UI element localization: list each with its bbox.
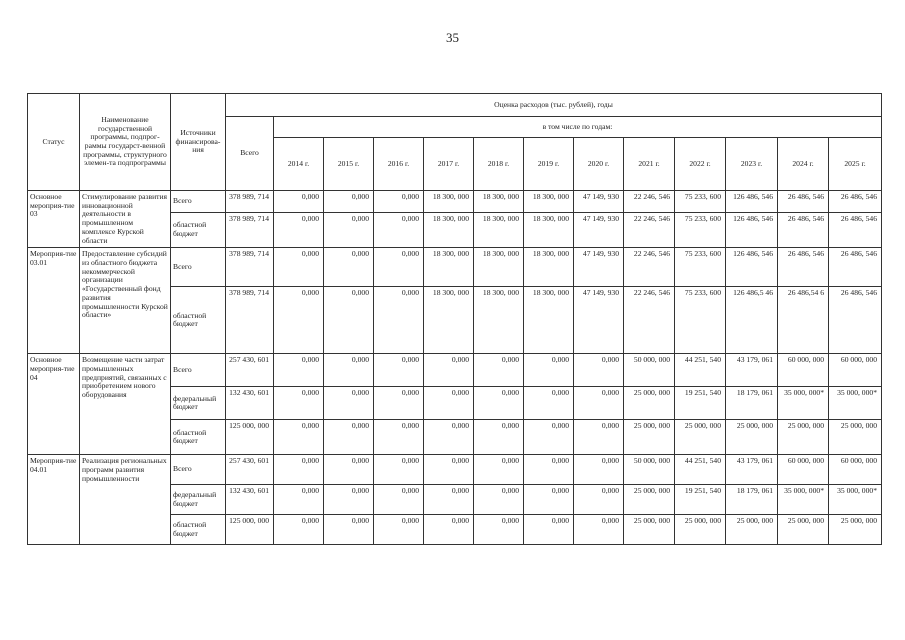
year-value-cell: 0,000	[274, 248, 324, 287]
year-value-cell: 75 233, 600	[675, 287, 726, 354]
year-value-cell: 19 251, 540	[675, 387, 726, 420]
status-cell: Основное мероприя-тие 04	[28, 354, 80, 455]
year-value-cell: 18 179, 061	[726, 387, 778, 420]
year-value-cell: 0,000	[474, 354, 524, 387]
year-value-cell: 26 486, 546	[778, 191, 829, 213]
year-value-cell: 0,000	[274, 515, 324, 545]
total-cell: 378 989, 714	[226, 191, 274, 213]
header-total: Всего	[226, 117, 274, 191]
year-value-cell: 0,000	[324, 212, 374, 248]
year-value-cell: 0,000	[324, 354, 374, 387]
year-value-cell: 0,000	[274, 485, 324, 515]
header-year: 2019 г.	[524, 138, 574, 191]
name-cell: Стимулирование развития инновационной деятельности в промышленном комплексе Курской области	[80, 191, 171, 248]
table-row	[28, 354, 882, 387]
year-value-cell: 0,000	[324, 515, 374, 545]
year-value-cell: 0,000	[324, 420, 374, 455]
year-value-cell: 25 000, 000	[624, 420, 675, 455]
year-value-cell: 0,000	[474, 455, 524, 485]
year-value-cell: 22 246, 546	[624, 248, 675, 287]
header-year: 2023 г.	[726, 138, 778, 191]
year-value-cell: 18 300, 000	[424, 191, 474, 213]
expenses-table	[27, 93, 882, 545]
year-value-cell: 0,000	[474, 485, 524, 515]
year-value-cell: 0,000	[374, 420, 424, 455]
year-value-cell: 25 000, 000	[675, 420, 726, 455]
name-cell: Реализация региональных программ развития промышленности	[80, 455, 171, 545]
year-value-cell: 47 149, 930	[574, 287, 624, 354]
year-value-cell: 0,000	[424, 387, 474, 420]
year-value-cell: 0,000	[524, 515, 574, 545]
year-value-cell: 75 233, 600	[675, 248, 726, 287]
year-value-cell: 18 300, 000	[474, 191, 524, 213]
header-year: 2020 г.	[574, 138, 624, 191]
year-value-cell: 75 233, 600	[675, 191, 726, 213]
year-value-cell: 0,000	[324, 248, 374, 287]
year-value-cell: 0,000	[374, 515, 424, 545]
year-value-cell: 35 000, 000*	[778, 485, 829, 515]
header-year: 2016 г.	[374, 138, 424, 191]
year-value-cell: 60 000, 000	[829, 455, 882, 485]
source-cell: областной бюджет	[171, 212, 226, 248]
year-value-cell: 75 233, 600	[675, 212, 726, 248]
year-value-cell: 0,000	[574, 485, 624, 515]
year-value-cell: 47 149, 930	[574, 191, 624, 213]
year-value-cell: 18 300, 000	[524, 287, 574, 354]
year-value-cell: 18 300, 000	[474, 287, 524, 354]
header-name: Наименование государственной программы, подпрог-раммы государст-венной программы, структурного элемен-та подпрограммы	[80, 94, 171, 191]
header-year: 2014 г.	[274, 138, 324, 191]
year-value-cell: 47 149, 930	[574, 248, 624, 287]
year-value-cell: 0,000	[324, 485, 374, 515]
year-value-cell: 26 486, 546	[829, 212, 882, 248]
status-cell: Основное мероприя-тие 03	[28, 191, 80, 248]
source-cell: Всего	[171, 455, 226, 485]
header-expenses: Оценка расходов (тыс. рублей), годы	[226, 94, 882, 117]
year-value-cell: 0,000	[574, 420, 624, 455]
year-value-cell: 0,000	[524, 420, 574, 455]
year-value-cell: 19 251, 540	[675, 485, 726, 515]
year-value-cell: 35 000, 000*	[829, 485, 882, 515]
total-cell: 378 989, 714	[226, 248, 274, 287]
year-value-cell: 0,000	[374, 354, 424, 387]
table-row	[28, 191, 882, 213]
year-value-cell: 0,000	[324, 191, 374, 213]
status-cell: Мероприя-тие 03.01	[28, 248, 80, 354]
year-value-cell: 0,000	[324, 455, 374, 485]
year-value-cell: 18 300, 000	[474, 248, 524, 287]
year-value-cell: 25 000, 000	[726, 420, 778, 455]
year-value-cell: 18 300, 000	[424, 287, 474, 354]
year-value-cell: 50 000, 000	[624, 354, 675, 387]
year-value-cell: 0,000	[424, 354, 474, 387]
year-value-cell: 18 300, 000	[524, 191, 574, 213]
header-year: 2021 г.	[624, 138, 675, 191]
year-value-cell: 0,000	[424, 420, 474, 455]
total-cell: 378 989, 714	[226, 287, 274, 354]
year-value-cell: 0,000	[474, 387, 524, 420]
year-value-cell: 0,000	[374, 191, 424, 213]
year-value-cell: 60 000, 000	[778, 354, 829, 387]
header-including: в том числе по годам:	[274, 117, 882, 138]
year-value-cell: 60 000, 000	[829, 354, 882, 387]
year-value-cell: 0,000	[574, 455, 624, 485]
year-value-cell: 0,000	[374, 248, 424, 287]
year-value-cell: 50 000, 000	[624, 455, 675, 485]
year-value-cell: 18 300, 000	[424, 248, 474, 287]
year-value-cell: 43 179, 061	[726, 455, 778, 485]
year-value-cell: 60 000, 000	[778, 455, 829, 485]
year-value-cell: 25 000, 000	[778, 515, 829, 545]
year-value-cell: 25 000, 000	[726, 515, 778, 545]
table-row	[28, 248, 882, 287]
year-value-cell: 26 486, 546	[829, 191, 882, 213]
year-value-cell: 0,000	[324, 387, 374, 420]
year-value-cell: 47 149, 930	[574, 212, 624, 248]
total-cell: 125 000, 000	[226, 420, 274, 455]
year-value-cell: 25 000, 000	[829, 420, 882, 455]
year-value-cell: 26 486, 546	[829, 248, 882, 287]
year-value-cell: 35 000, 000*	[829, 387, 882, 420]
year-value-cell: 0,000	[474, 515, 524, 545]
year-value-cell: 26 486, 546	[778, 212, 829, 248]
year-value-cell: 18 300, 000	[474, 212, 524, 248]
year-value-cell: 0,000	[274, 455, 324, 485]
year-value-cell: 0,000	[574, 515, 624, 545]
source-cell: федеральный бюджет	[171, 387, 226, 420]
year-value-cell: 0,000	[424, 485, 474, 515]
year-value-cell: 26 486, 546	[778, 248, 829, 287]
year-value-cell: 44 251, 540	[675, 455, 726, 485]
year-value-cell: 22 246, 546	[624, 212, 675, 248]
year-value-cell: 126 486,5 46	[726, 287, 778, 354]
total-cell: 132 430, 601	[226, 387, 274, 420]
year-value-cell: 18 300, 000	[524, 248, 574, 287]
year-value-cell: 44 251, 540	[675, 354, 726, 387]
year-value-cell: 25 000, 000	[624, 515, 675, 545]
year-value-cell: 0,000	[524, 387, 574, 420]
year-value-cell: 0,000	[374, 455, 424, 485]
year-value-cell: 18 300, 000	[424, 212, 474, 248]
name-cell: Возмещение части затрат промышленных предприятий, связанных с приобретением нового оборудования	[80, 354, 171, 455]
status-cell: Мероприя-тие 04.01	[28, 455, 80, 545]
year-value-cell: 25 000, 000	[778, 420, 829, 455]
year-value-cell: 0,000	[574, 354, 624, 387]
year-value-cell: 0,000	[374, 387, 424, 420]
year-value-cell: 25 000, 000	[829, 515, 882, 545]
year-value-cell: 0,000	[324, 287, 374, 354]
year-value-cell: 0,000	[474, 420, 524, 455]
year-value-cell: 25 000, 000	[624, 485, 675, 515]
year-value-cell: 35 000, 000*	[778, 387, 829, 420]
header-year: 2022 г.	[675, 138, 726, 191]
total-cell: 257 430, 601	[226, 455, 274, 485]
source-cell: областной бюджет	[171, 515, 226, 545]
year-value-cell: 0,000	[524, 354, 574, 387]
year-value-cell: 25 000, 000	[675, 515, 726, 545]
year-value-cell: 0,000	[574, 387, 624, 420]
source-cell: Всего	[171, 354, 226, 387]
total-cell: 132 430, 601	[226, 485, 274, 515]
header-year: 2024 г.	[778, 138, 829, 191]
header-year: 2015 г.	[324, 138, 374, 191]
year-value-cell: 0,000	[274, 354, 324, 387]
source-cell: областной бюджет	[171, 287, 226, 354]
header-year: 2017 г.	[424, 138, 474, 191]
source-cell: областной бюджет	[171, 420, 226, 455]
year-value-cell: 26 486,54 6	[778, 287, 829, 354]
year-value-cell: 0,000	[274, 191, 324, 213]
year-value-cell: 18 179, 061	[726, 485, 778, 515]
year-value-cell: 0,000	[274, 212, 324, 248]
page-number: 35	[446, 30, 459, 45]
year-value-cell: 0,000	[274, 287, 324, 354]
year-value-cell: 43 179, 061	[726, 354, 778, 387]
year-value-cell: 0,000	[374, 212, 424, 248]
year-value-cell: 126 486, 546	[726, 248, 778, 287]
header-year: 2025 г.	[829, 138, 882, 191]
total-cell: 125 000, 000	[226, 515, 274, 545]
year-value-cell: 126 486, 546	[726, 191, 778, 213]
total-cell: 257 430, 601	[226, 354, 274, 387]
year-value-cell: 26 486, 546	[829, 287, 882, 354]
year-value-cell: 0,000	[524, 485, 574, 515]
source-cell: Всего	[171, 191, 226, 213]
header-status: Статус	[28, 94, 80, 191]
total-cell: 378 989, 714	[226, 212, 274, 248]
year-value-cell: 22 246, 546	[624, 191, 675, 213]
year-value-cell: 0,000	[274, 420, 324, 455]
source-cell: федеральный бюджет	[171, 485, 226, 515]
table-row	[28, 455, 882, 485]
year-value-cell: 25 000, 000	[624, 387, 675, 420]
year-value-cell: 126 486, 546	[726, 212, 778, 248]
header-source: Источники финансирова-ния	[171, 94, 226, 191]
year-value-cell: 0,000	[374, 287, 424, 354]
name-cell: Предоставление субсидий из областного бюджета некоммерческой организации «Государственный фонд развития промышленности Курской области»	[80, 248, 171, 354]
header-year: 2018 г.	[474, 138, 524, 191]
year-value-cell: 0,000	[424, 455, 474, 485]
year-value-cell: 0,000	[524, 455, 574, 485]
year-value-cell: 0,000	[424, 515, 474, 545]
source-cell: Всего	[171, 248, 226, 287]
year-value-cell: 22 246, 546	[624, 287, 675, 354]
year-value-cell: 0,000	[374, 485, 424, 515]
year-value-cell: 0,000	[274, 387, 324, 420]
table-body	[28, 191, 882, 545]
year-value-cell: 18 300, 000	[524, 212, 574, 248]
